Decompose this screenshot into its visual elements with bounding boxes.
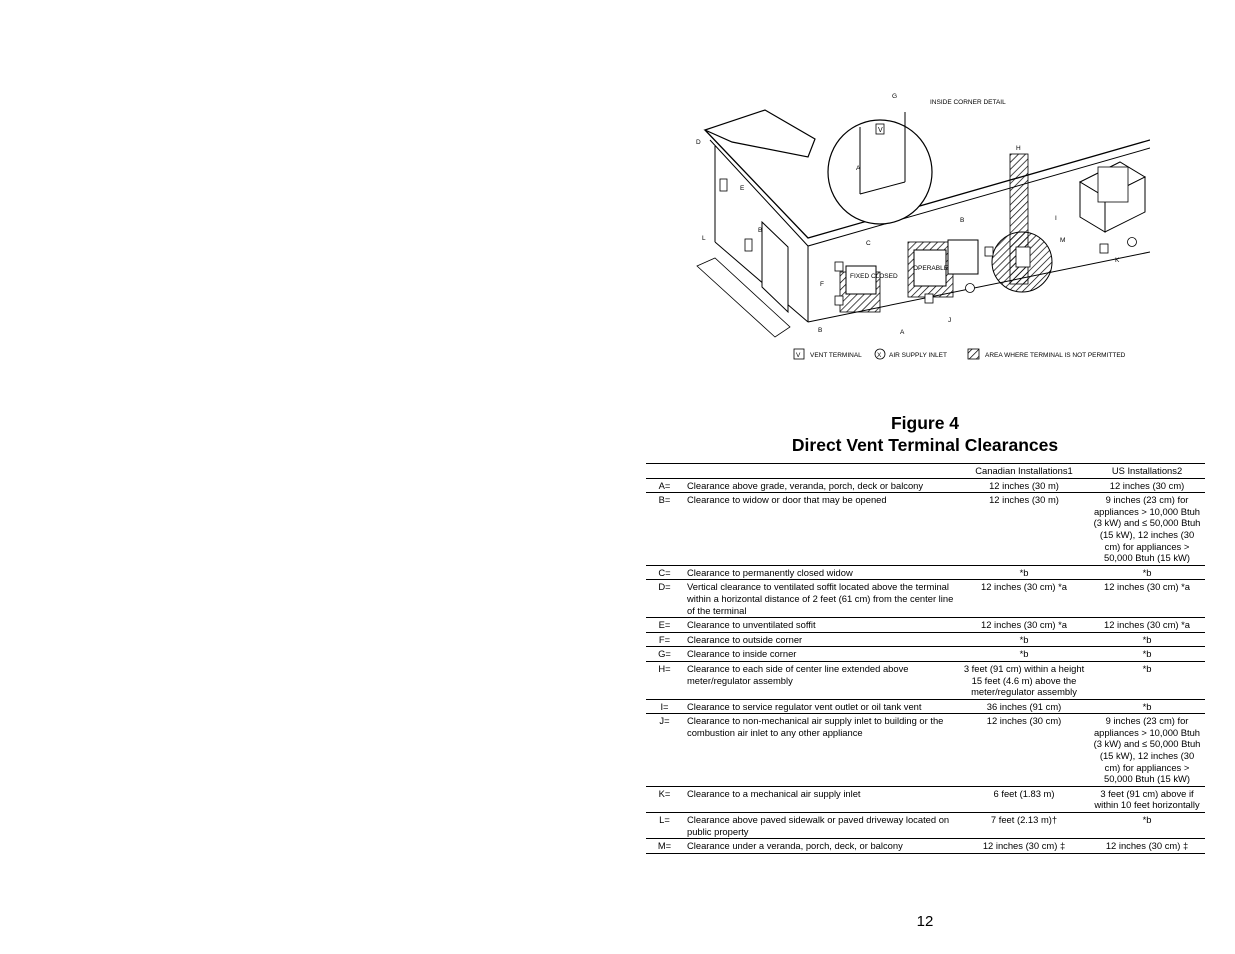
clearance-description: Clearance to inside corner (683, 647, 959, 662)
clearance-description: Clearance to non-mechanical air supply inlet to building or the combustion air inlet to any other appliance (683, 714, 959, 787)
svg-text:E: E (740, 185, 745, 192)
clearance-description: Vertical clearance to ventilated soffit located above the terminal within a horizontal distance of 2 feet (61 cm) from the center line of the terminal (683, 580, 959, 618)
vent-clearance-diagram (680, 82, 1150, 367)
table-row (646, 618, 1205, 633)
table-row (646, 839, 1205, 854)
clearance-description: Clearance to a mechanical air supply inlet (683, 786, 959, 812)
clearance-key: G= (646, 647, 683, 662)
clearance-key: D= (646, 580, 683, 618)
table-row (646, 478, 1205, 493)
clearance-description: Clearance to service regulator vent outlet or oil tank vent (683, 699, 959, 714)
clearance-key: M= (646, 839, 683, 854)
svg-text:B: B (758, 227, 763, 234)
canadian-value: 12 inches (30 m) (959, 493, 1089, 566)
clearance-key: E= (646, 618, 683, 633)
canadian-value: *b (959, 565, 1089, 580)
legend-air-symbol: X (877, 352, 882, 359)
page-number: 12 (916, 913, 934, 930)
legend-vent-symbol: V (796, 352, 801, 359)
svg-text:L: L (702, 235, 706, 242)
svg-text:D: D (696, 139, 701, 146)
legend-area-label: AREA WHERE TERMINAL IS NOT PERMITTED (985, 352, 1126, 359)
building-illustration (680, 82, 1150, 367)
canadian-value: 12 inches (30 m) (959, 478, 1089, 493)
svg-text:C: C (866, 240, 871, 247)
table-header-row (646, 464, 1205, 479)
canadian-value: 3 feet (91 cm) within a height 15 feet (4.6 m) above the meter/regulator assembly (959, 661, 1089, 699)
us-value: *b (1089, 565, 1205, 580)
svg-text:B: B (960, 217, 965, 224)
table-row (646, 786, 1205, 812)
svg-text:I: I (1055, 215, 1057, 222)
svg-text:H: H (1016, 145, 1021, 152)
column-header-canadian: Canadian Installations1 (959, 464, 1089, 479)
canadian-value: *b (959, 632, 1089, 647)
fixed-closed-label: FIXED CLOSED (850, 273, 898, 280)
table-row (646, 813, 1205, 839)
legend-vent-label: VENT TERMINAL (810, 352, 862, 359)
us-value: *b (1089, 699, 1205, 714)
us-value: *b (1089, 661, 1205, 699)
clearance-description: Clearance to each side of center line extended above meter/regulator assembly (683, 661, 959, 699)
clearance-key: H= (646, 661, 683, 699)
clearance-description: Clearance above paved sidewalk or paved driveway located on public property (683, 813, 959, 839)
legend (794, 349, 1126, 359)
table-row (646, 661, 1205, 699)
figure-title (646, 412, 1204, 456)
inside-corner-detail-label: INSIDE CORNER DETAIL (930, 99, 1006, 106)
svg-text:J: J (948, 317, 952, 324)
clearance-key: L= (646, 813, 683, 839)
us-value: *b (1089, 813, 1205, 839)
clearance-key: I= (646, 699, 683, 714)
table-row (646, 493, 1205, 566)
legend-air-label: AIR SUPPLY INLET (889, 352, 947, 359)
clearance-description: Clearance above grade, veranda, porch, deck or balcony (683, 478, 959, 493)
clearance-description: Clearance to widow or door that may be opened (683, 493, 959, 566)
us-value: 3 feet (91 cm) above if within 10 feet horizontally (1089, 786, 1205, 812)
vent-symbol-detail: V (878, 127, 883, 134)
table-row (646, 580, 1205, 618)
clearance-description: Clearance to permanently closed widow (683, 565, 959, 580)
us-value: 12 inches (30 cm) (1089, 478, 1205, 493)
canadian-value: 36 inches (91 cm) (959, 699, 1089, 714)
svg-text:A: A (900, 329, 905, 336)
canadian-value: 12 inches (30 cm) ‡ (959, 839, 1089, 854)
canadian-value: 12 inches (30 cm) (959, 714, 1089, 787)
canadian-value: *b (959, 647, 1089, 662)
operable-label: OPERABLE (913, 265, 949, 272)
canadian-value: 7 feet (2.13 m)† (959, 813, 1089, 839)
svg-text:M: M (1060, 237, 1066, 244)
table-row (646, 647, 1205, 662)
clearance-key: C= (646, 565, 683, 580)
table-row (646, 714, 1205, 787)
clearance-key: A= (646, 478, 683, 493)
clearance-key: B= (646, 493, 683, 566)
us-value: 9 inches (23 cm) for appliances > 10,000 Btuh (3 kW) and ≤ 50,000 Btuh (15 kW), 12 inches (30 cm) for appliances > 50,000 Btuh (15 kW) (1089, 714, 1205, 787)
table-body (646, 478, 1205, 853)
svg-text:K: K (1115, 257, 1120, 264)
clearance-description: Clearance under a veranda, porch, deck, or balcony (683, 839, 959, 854)
table-row (646, 632, 1205, 647)
clearance-table (646, 463, 1205, 854)
column-header-key (646, 464, 683, 479)
svg-text:G: G (892, 93, 898, 100)
column-header-description (683, 464, 959, 479)
column-header-us: US Installations2 (1089, 464, 1205, 479)
canadian-value: 6 feet (1.83 m) (959, 786, 1089, 812)
table-row (646, 565, 1205, 580)
svg-text:A: A (856, 165, 861, 172)
us-value: 12 inches (30 cm) *a (1089, 618, 1205, 633)
us-value: *b (1089, 632, 1205, 647)
figure-number: Figure 4 (890, 413, 960, 433)
clearance-key: J= (646, 714, 683, 787)
svg-text:F: F (820, 281, 824, 288)
us-value: 12 inches (30 cm) ‡ (1089, 839, 1205, 854)
clearance-description: Clearance to unventilated soffit (683, 618, 959, 633)
us-value: *b (1089, 647, 1205, 662)
clearance-description: Clearance to outside corner (683, 632, 959, 647)
table-row (646, 699, 1205, 714)
us-value: 9 inches (23 cm) for appliances > 10,000 Btuh (3 kW) and ≤ 50,000 Btuh (15 kW), 12 inches (30 cm) for appliances > 50,000 Btuh (15 kW) (1089, 493, 1205, 566)
clearance-key: F= (646, 632, 683, 647)
canadian-value: 12 inches (30 cm) *a (959, 580, 1089, 618)
svg-text:B: B (818, 327, 823, 334)
clearance-key: K= (646, 786, 683, 812)
figure-caption: Direct Vent Terminal Clearances (791, 435, 1059, 455)
canadian-value: 12 inches (30 cm) *a (959, 618, 1089, 633)
us-value: 12 inches (30 cm) *a (1089, 580, 1205, 618)
